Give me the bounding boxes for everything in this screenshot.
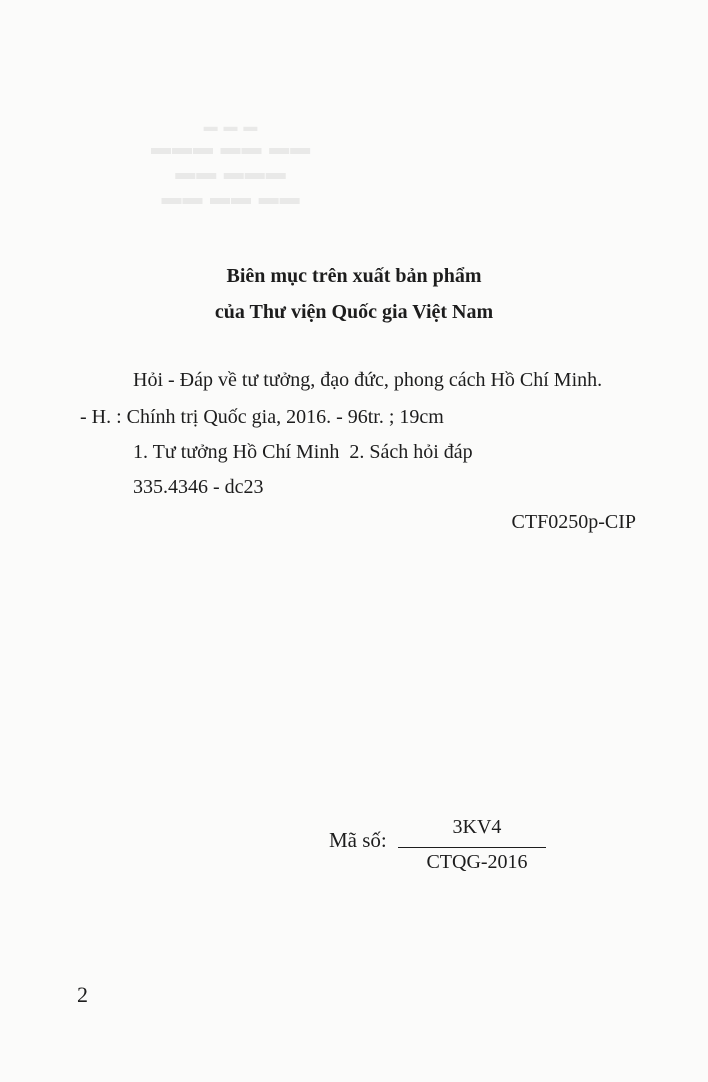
ma-so-numerator: 3KV4 bbox=[452, 816, 502, 838]
cip-heading-line-2: của Thư viện Quốc gia Việt Nam bbox=[214, 301, 494, 323]
cip-ddc-number: 335.4346 - dc23 bbox=[133, 476, 264, 498]
ma-so-denominator: CTQG-2016 bbox=[426, 851, 528, 873]
cip-publication: - H. : Chính trị Quốc gia, 2016. - 96tr. ; 19cm bbox=[80, 406, 444, 428]
cip-subjects: 1. Tư tưởng Hồ Chí Minh 2. Sách hỏi đáp bbox=[133, 441, 473, 463]
page-number: 2 bbox=[77, 982, 88, 1007]
cip-heading-line-1: Biên mục trên xuất bản phẩm bbox=[226, 265, 482, 287]
cip-title: Hỏi - Đáp về tư tưởng, đạo đức, phong cách Hồ Chí Minh. bbox=[133, 369, 603, 391]
ma-so-label: Mã số: bbox=[329, 828, 387, 852]
cip-code: CTF0250p-CIP bbox=[511, 511, 636, 533]
ma-so-fraction-line bbox=[398, 847, 546, 848]
bleed-through-decoration: ▬ ▬ ▬ ▬▬ ▬▬ ▬▬▬ ▬▬▬ ▬▬ ▬▬ ▬▬ ▬▬ bbox=[149, 118, 311, 209]
